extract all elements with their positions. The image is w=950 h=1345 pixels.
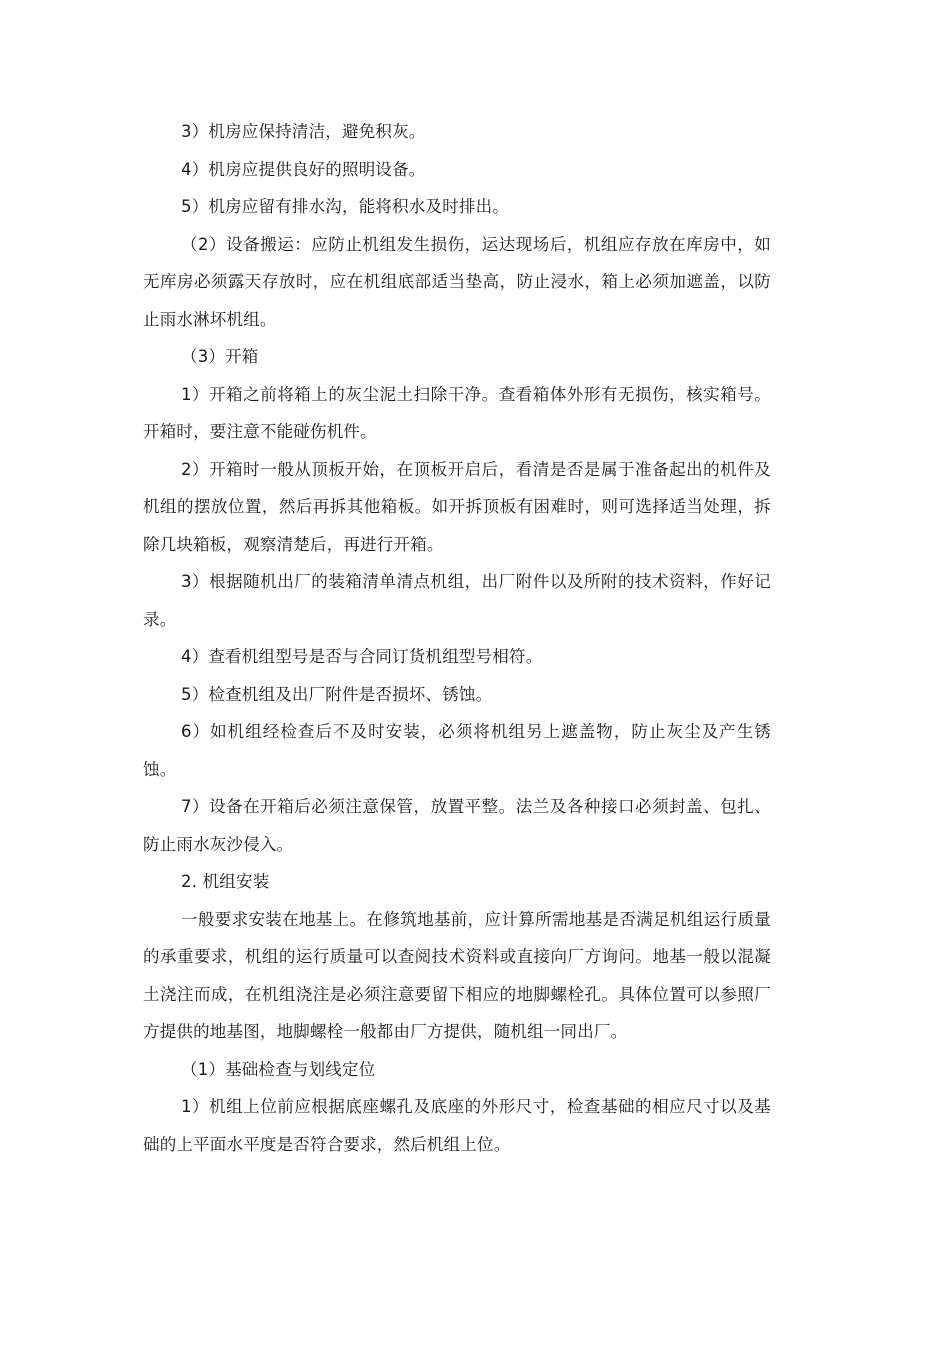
paragraph-foundation-check-step-1: 1）机组上位前应根据底座螺孔及底座的外形尺寸，检查基础的相应尺寸以及基础的上平面水平度是否符合要求，然后机组上位。: [143, 1097, 771, 1154]
paragraph-foundation-requirements: 一般要求安装在地基上。在修筑地基前，应计算所需地基是否满足机组运行质量的承重要求，机组的运行质量可以查阅技术资料或直接向厂方询问。地基一般以混凝土浇注而成，在机组浇注是必须注意要留下相应的地脚螺栓孔。具体位置可以参照厂方提供的地基图，地脚螺栓一般都由厂方提供，随机组一同出厂。: [143, 909, 771, 1041]
paragraph-unbox-step-4: 4）查看机组型号是否与合同订货机组型号相符。: [181, 647, 543, 666]
paragraph-unbox-step-7: 7）设备在开箱后必须注意保管，放置平整。法兰及各种接口必须封盖、包扎、防止雨水灰沙侵入。: [143, 797, 771, 854]
paragraph-item-4-lighting: 4）机房应提供良好的照明设备。: [181, 159, 426, 179]
section-heading-unit-installation: 2. 机组安装: [181, 872, 270, 891]
section-heading-unboxing: （3）开箱: [181, 347, 259, 366]
section-heading-foundation-check: （1）基础检查与划线定位: [181, 1059, 376, 1079]
paragraph-unbox-step-2: 2）开箱时一般从顶板开始，在顶板开启后，看清是否是属于准备起出的机件及机组的摆放位置，然后再拆其他箱板。如开拆顶板有困难时，则可选择适当处理，拆除几块箱板，观察清楚后，再进行开箱。: [143, 459, 771, 554]
paragraph-unbox-step-6: 6）如机组经检查后不及时安装，必须将机组另上遮盖物，防止灰尘及产生锈蚀。: [143, 722, 771, 779]
paragraph-unbox-step-5: 5）检查机组及出厂附件是否损坏、锈蚀。: [181, 684, 493, 704]
document-body: [143, 113, 771, 1163]
paragraph-unbox-step-3: 3）根据随机出厂的装箱清单清点机组，出厂附件以及所附的技术资料，作好记录。: [143, 572, 771, 629]
paragraph-item-5-drainage: 5）机房应留有排水沟，能将积水及时排出。: [181, 197, 509, 216]
paragraph-unbox-step-1: 1）开箱之前将箱上的灰尘泥土扫除干净。查看箱体外形有无损伤，核实箱号。开箱时，要注意不能碰伤机件。: [143, 384, 771, 441]
paragraph-item-3-clean: 3）机房应保持清洁，避免积灰。: [181, 122, 426, 141]
paragraph-equipment-transport: （2）设备搬运：应防止机组发生损伤，运达现场后，机组应存放在库房中，如无库房必须露天存放时，应在机组底部适当垫高，防止浸水，箱上必须加遮盖，以防止雨水淋坏机组。: [143, 234, 771, 329]
